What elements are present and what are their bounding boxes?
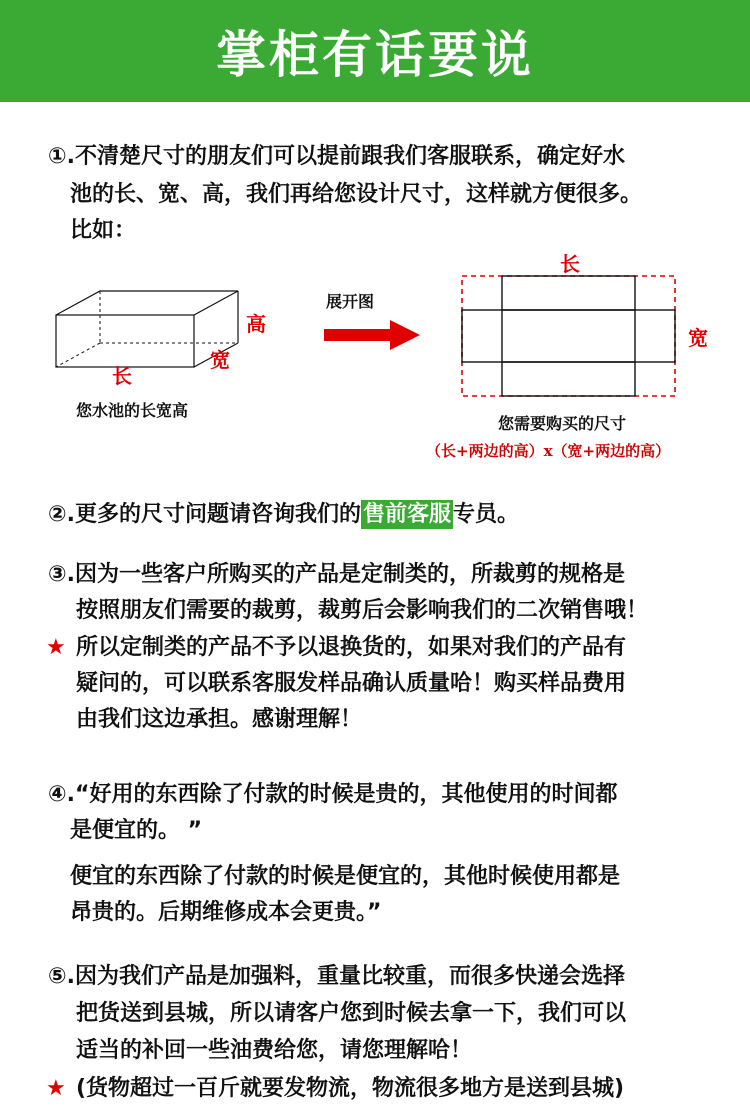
- net-diagram: [455, 270, 685, 405]
- box-length-label: 长: [112, 364, 132, 388]
- header-banner: [0, 0, 750, 102]
- section4-line3: 便宜的东西除了付款的时候是便宜的，其他时候使用都是: [70, 864, 621, 889]
- section2-text-before: ②.更多的尺寸问题请咨询我们的: [48, 502, 361, 527]
- section2-text-after: 专员。: [453, 502, 520, 527]
- arrow-label: 展开图: [326, 292, 375, 311]
- presale-service-highlight: 售前客服: [363, 502, 452, 527]
- page-title: 掌柜有话要说: [216, 26, 534, 84]
- section4-line2: 是便宜的。 ”: [70, 818, 203, 843]
- section3-line3: 所以定制类的产品不予以退换货的，如果对我们的产品有: [76, 635, 627, 660]
- section5-line1: ⑤.因为我们产品是加强料，重量比较重，而很多快递会选择: [48, 964, 625, 989]
- star-icon: ★: [46, 635, 66, 660]
- section5-line3: 适当的补回一些油费给您，请您理解哈！: [76, 1038, 473, 1063]
- section3-line2: 按照朋友们需要的裁剪，裁剪后会影响我们的二次销售哦！: [76, 598, 649, 623]
- net-caption: 您需要购买的尺寸: [498, 414, 627, 433]
- box-width-label: 宽: [210, 348, 230, 372]
- arrow-right-icon: [324, 320, 420, 350]
- box-caption: 您水池的长宽高: [76, 401, 189, 420]
- section4-line4: 昂贵的。后期维修成本会更贵。”: [70, 900, 382, 925]
- section3-line5: 由我们这边承担。感谢理解！: [76, 707, 363, 732]
- section1-line2: 池的长、宽、高，我们再给您设计尺寸，这样就方便很多。: [70, 182, 643, 207]
- net-length-label: 长: [560, 252, 580, 276]
- box-height-label: 高: [246, 312, 266, 336]
- section5-line2: 把货送到县城，所以请客户您到时候去拿一下，我们可以: [76, 1001, 627, 1026]
- section5-line4: (货物超过一百斤就要发物流，物流很多地方是送到县城): [76, 1076, 625, 1101]
- section1-line3: 比如：: [70, 218, 137, 243]
- section3-line1: ③.因为一些客户所购买的产品是定制类的，所裁剪的规格是: [48, 562, 625, 587]
- section4-line1: ④.“好用的东西除了付款的时候是贵的，其他使用的时间都: [48, 782, 618, 807]
- star-icon: ★: [46, 1076, 66, 1101]
- net-formula: （长+两边的高）x（宽+两边的高）: [426, 442, 671, 460]
- section3-line4: 疑问的，可以联系客服发样品确认质量哈！购买样品费用: [76, 671, 627, 696]
- section1-line1: ①.不清楚尺寸的朋友们可以提前跟我们客服联系，确定好水: [48, 144, 625, 169]
- section2-line: [48, 500, 519, 530]
- net-width-label: 宽: [688, 326, 708, 350]
